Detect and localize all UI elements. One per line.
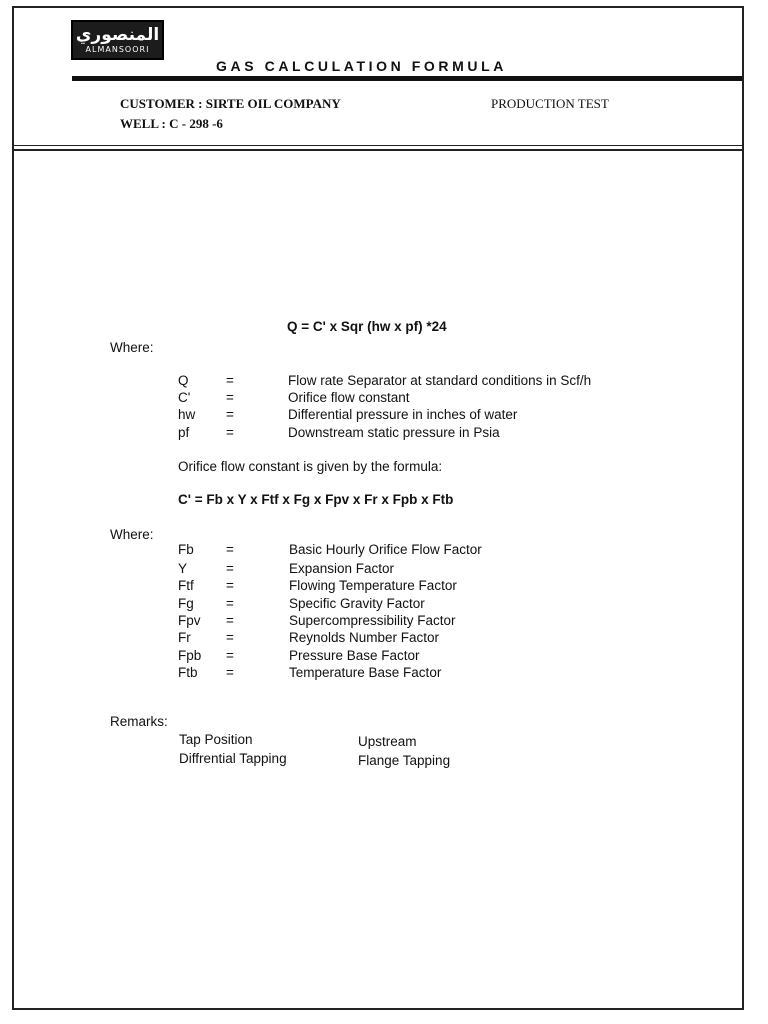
def2-symbol: Fpb — [178, 648, 202, 663]
remarks-label: Remarks: — [110, 714, 168, 729]
def2-symbol: Fb — [178, 542, 194, 557]
def2-eq: = — [226, 596, 234, 611]
main-formula: Q = C' x Sqr (hw x pf) *24 — [287, 319, 447, 334]
page-frame — [12, 6, 744, 1010]
def2-eq: = — [226, 665, 234, 680]
def2-desc: Basic Hourly Orifice Flow Factor — [289, 542, 482, 557]
def1-eq: = — [226, 425, 234, 440]
def2-symbol: Fpv — [178, 613, 201, 628]
where-label-1: Where: — [110, 340, 154, 355]
def1-eq: = — [226, 407, 234, 422]
header-divider-thick — [12, 149, 744, 151]
def2-desc: Supercompressibility Factor — [289, 613, 456, 628]
constant-formula: C' = Fb x Y x Ftf x Fg x Fpv x Fr x Fpb x Ftb — [178, 492, 454, 507]
def2-eq: = — [226, 578, 234, 593]
def1-eq: = — [226, 390, 234, 405]
def2-desc: Temperature Base Factor — [289, 665, 442, 680]
remark-value: Upstream — [358, 734, 417, 749]
def1-eq: = — [226, 373, 234, 388]
def2-eq: = — [226, 613, 234, 628]
def2-symbol: Ftb — [178, 665, 198, 680]
def2-desc: Reynolds Number Factor — [289, 630, 440, 645]
header-divider — [12, 145, 744, 146]
where-label-2: Where: — [110, 527, 154, 542]
logo-latin-text: ALMANSOORI — [85, 44, 150, 54]
remark-value: Flange Tapping — [358, 753, 451, 768]
test-type: PRODUCTION TEST — [491, 96, 609, 111]
def1-desc: Orifice flow constant — [288, 390, 410, 405]
def2-symbol: Y — [178, 561, 188, 576]
document-title: GAS CALCULATION FORMULA — [216, 58, 507, 74]
def2-desc: Pressure Base Factor — [289, 648, 420, 663]
def2-symbol: Fr — [178, 630, 191, 645]
def1-symbol: pf — [178, 425, 190, 440]
orifice-intro: Orifice flow constant is given by the formula: — [178, 459, 443, 474]
def2-symbol: Fg — [178, 596, 194, 611]
def1-symbol: hw — [178, 407, 196, 422]
def1-symbol: Q — [178, 373, 189, 388]
def1-symbol: C' — [178, 390, 191, 405]
def2-symbol: Ftf — [178, 578, 194, 593]
def1-desc: Downstream static pressure in Psia — [288, 425, 500, 440]
remark-key: Tap Position — [179, 732, 253, 747]
def2-desc: Expansion Factor — [289, 561, 395, 576]
title-rule — [72, 76, 742, 81]
def2-desc: Specific Gravity Factor — [289, 596, 425, 611]
def2-eq: = — [226, 561, 234, 576]
def2-eq: = — [226, 648, 234, 663]
def1-desc: Flow rate Separator at standard conditions in Scf/h — [288, 373, 592, 388]
customer-line: CUSTOMER : SIRTE OIL COMPANY — [120, 96, 341, 111]
def2-eq: = — [226, 542, 234, 557]
def1-desc: Differential pressure in inches of water — [288, 407, 518, 422]
remark-key: Diffrential Tapping — [179, 751, 287, 766]
def2-eq: = — [226, 630, 234, 645]
company-logo — [71, 20, 164, 60]
logo-arabic-text: المنصوري — [75, 24, 160, 45]
def2-desc: Flowing Temperature Factor — [289, 578, 457, 593]
well-line: WELL : C - 298 -6 — [120, 116, 223, 131]
